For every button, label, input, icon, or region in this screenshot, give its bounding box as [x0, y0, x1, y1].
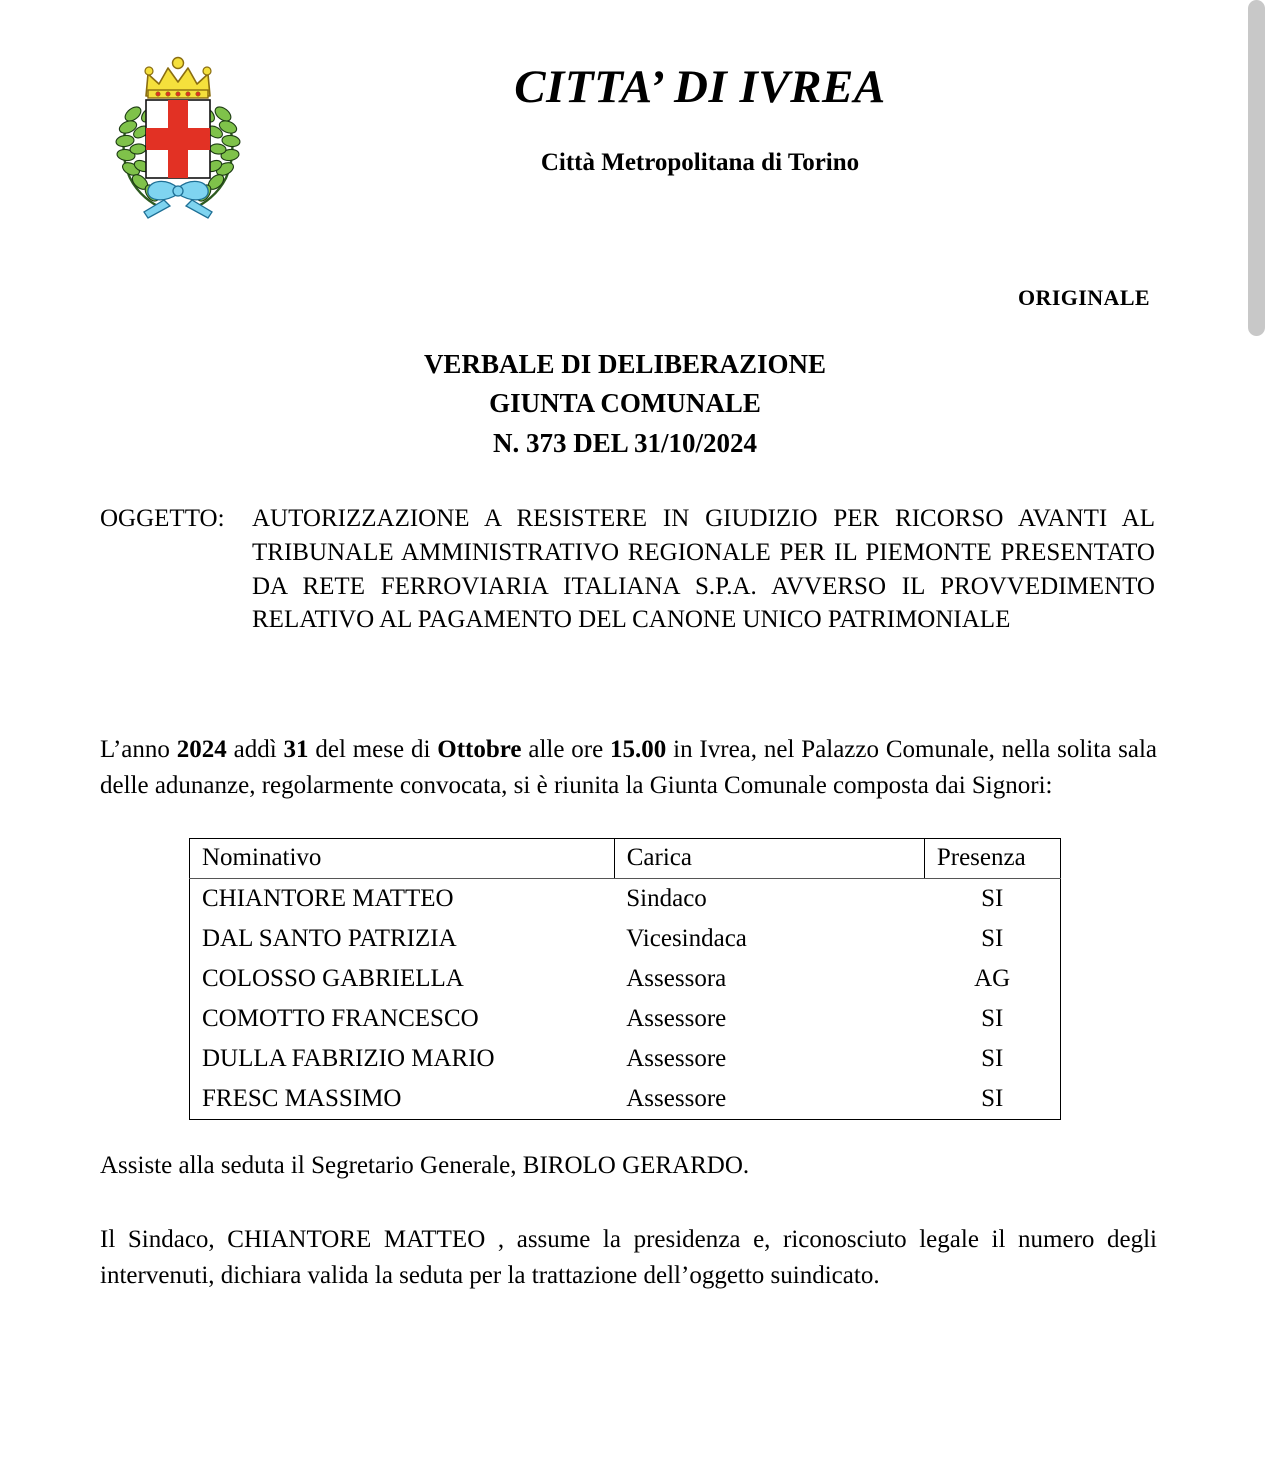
- oggetto-label: OGGETTO:: [100, 505, 225, 532]
- table-row: [190, 999, 1061, 1039]
- intro-day: 31: [283, 736, 309, 763]
- table-row: [190, 959, 1061, 999]
- cell-nominativo: DAL SANTO PATRIZIA: [202, 925, 457, 952]
- intro-part-2: addì: [226, 736, 284, 763]
- intro-year: 2024: [176, 736, 227, 763]
- title-block: [260, 62, 1140, 177]
- cell-nominativo: COMOTTO FRANCESCO: [202, 1005, 479, 1032]
- cell-nominativo: COLOSSO GABRIELLA: [202, 965, 464, 992]
- cell-presenza: SI: [981, 1045, 1004, 1072]
- cell-presenza: SI: [981, 1085, 1004, 1112]
- intro-part-1: L’anno: [100, 736, 177, 763]
- presidency-paragraph: Il Sindaco, CHIANTORE MATTEO , assume la presidenza e, riconosciuto legale il numero degli intervenuti, dichiara valida la seduta per la trattazione dell’oggetto suindicato.: [100, 1226, 1157, 1289]
- table-row: [190, 1079, 1061, 1120]
- table-row: [190, 919, 1061, 959]
- intro-month: Ottobre: [437, 736, 522, 763]
- intro-part-4: alle ore: [521, 736, 611, 763]
- table-row: [190, 1039, 1061, 1079]
- coat-of-arms-icon: [104, 52, 252, 224]
- cell-presenza: SI: [981, 1005, 1004, 1032]
- intro-time: 15.00: [610, 736, 667, 763]
- deliberation-line-1: VERBALE DI DELIBERAZIONE: [423, 349, 827, 379]
- column-header-presenza: Presenza: [924, 839, 1060, 879]
- cell-presenza: SI: [981, 925, 1004, 952]
- cell-carica: Sindaco: [626, 885, 707, 912]
- cell-carica: Assessore: [626, 1005, 727, 1032]
- cell-presenza: AG: [974, 965, 1011, 992]
- oggetto-text: AUTORIZZAZIONE A RESISTERE IN GIUDIZIO PER RICORSO AVANTI AL TRIBUNALE AMMINISTRATIVO REGIONALE PER IL PIEMONTE PRESENTATO DA RETE FERROVIARIA ITALIANA S.P.A. AVVERSO IL PROVVEDIMENTO RELATIVO AL PAGAMENTO DEL CANONE UNICO PATRIMONIALE: [252, 505, 1155, 634]
- table-row: [190, 879, 1061, 920]
- attendance-table: [189, 838, 1061, 1120]
- cell-nominativo: CHIANTORE MATTEO: [202, 885, 454, 912]
- cell-carica: Assessore: [626, 1045, 727, 1072]
- attendance-table-wrapper: [189, 838, 1061, 1120]
- document-header: [0, 0, 1240, 230]
- table-header-row: [190, 839, 1061, 879]
- cell-carica: Vicesindaca: [626, 925, 747, 952]
- deliberation-heading: [100, 345, 1150, 463]
- column-header-carica: Carica: [614, 839, 924, 879]
- column-header-nominativo: Nominativo: [190, 839, 615, 879]
- intro-part-5: in Ivrea, nel Palazzo Comunale, nella solita sala delle adunanze, regolarmente convocata, si è riunita la Giunta Comunale composta dai Signori:: [100, 736, 1158, 799]
- page-title: CITTA’ DI IVREA: [514, 61, 886, 113]
- deliberation-line-2: GIUNTA COMUNALE: [489, 388, 761, 419]
- deliberation-line-3: N. 373 DEL 31/10/2024: [492, 427, 758, 458]
- session-intro-paragraph: [100, 732, 1157, 803]
- secretary-paragraph: Assiste alla seduta il Segretario Generale, BIROLO GERARDO.: [100, 1152, 750, 1179]
- cell-nominativo: FRESC MASSIMO: [202, 1085, 402, 1112]
- page-scrollbar[interactable]: [1240, 0, 1272, 1478]
- cell-carica: Assessore: [626, 1085, 727, 1112]
- originale-label: ORIGINALE: [1018, 285, 1150, 310]
- cell-nominativo: DULLA FABRIZIO MARIO: [202, 1045, 495, 1072]
- page-subtitle: Città Metropolitana di Torino: [540, 148, 860, 176]
- cell-presenza: SI: [981, 885, 1004, 912]
- scrollbar-thumb[interactable]: [1248, 0, 1265, 336]
- oggetto-section: [100, 502, 1155, 637]
- cell-carica: Assessora: [626, 965, 727, 992]
- intro-part-3: del mese di: [308, 736, 438, 763]
